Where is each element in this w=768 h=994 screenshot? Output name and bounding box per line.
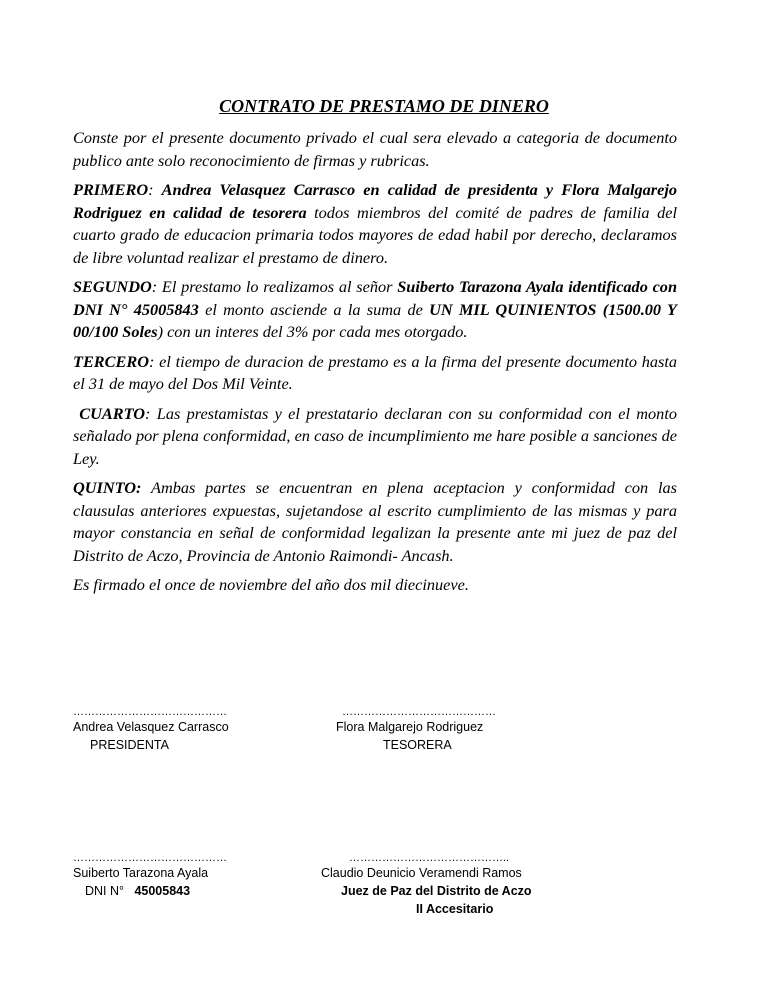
signer-role: PRESIDENTA	[90, 738, 169, 752]
clause-quinto	[73, 477, 677, 567]
contract-body	[73, 127, 677, 604]
clause-label: CUARTO	[79, 403, 146, 423]
clause-text: El prestamo lo realizamos al señor	[161, 277, 393, 296]
signature-line: ……………………………………	[73, 706, 227, 718]
clause-cuarto: CUARTO: Las prestamistas y el prestatario declaran con su conformidad con el monto señalado por plena conformidad, en caso de incumplimiento me hare posible a sanciones de Ley.	[73, 403, 677, 468]
document-title: CONTRATO DE PRESTAMO DE DINERO	[219, 96, 549, 116]
clause-bold-text: Suiberto Tarazona Ayala identificado con DNI N° 45005843	[73, 277, 678, 319]
clause-text: Las prestamistas y el prestatario declaran con su conformidad con el monto señalado por plena conformidad, en caso de incumplimiento me hare posible a sanciones de Ley.	[73, 403, 677, 468]
signer-role-secondary: II Accesitario	[416, 902, 494, 916]
dni-label: DNI N°	[85, 884, 125, 898]
clause-label: QUINTO:	[73, 478, 142, 497]
signer-role: Juez de Paz del Distrito de Aczo	[341, 884, 532, 898]
signature-block-suiberto	[73, 852, 227, 900]
signature-line: ……………………………………..	[349, 852, 510, 864]
clause-text: el monto asciende a la suma de	[205, 299, 423, 319]
clause-text: Ambas partes se encuentran en plena aceptacion y conformidad con las clausulas anteriores expuestas, sujetandose al escrito cumplimiento de las mismas y para mayor constancia en señal de conformidad legalizan la presente ante mi juez de paz del Distrito de Aczo, Provincia de Antonio Raimondi- Ancash.	[73, 478, 678, 565]
closing-line: Es firmado el once de noviembre del año dos mil diecinueve.	[73, 575, 469, 594]
clause-primero: PRIMERO: Andrea Velasquez Carrasco en calidad de presidenta y Flora Malgarejo Rodriguez en calidad de tesorera todos miembros del comité de padres de familia del cuarto grado de educacion primaria todos mayores de edad habil por derecho, declaramos de libre voluntad realizar el prestamo de dinero.	[73, 180, 678, 267]
clause-tercero: TERCERO: el tiempo de duracion de prestamo es a la firma del presente documento hasta el 31 de mayo del Dos Mil Veinte.	[73, 351, 677, 393]
signer-dni	[73, 882, 227, 900]
clause-label: TERCERO	[73, 351, 150, 371]
clause-bold-text: UN MIL QUINIENTOS (1500.00 Y 00/100 Soles	[73, 299, 677, 341]
clause-text: el tiempo de duracion de prestamo es a la firma del presente documento hasta el 31 de mayo del Dos Mil Veinte.	[73, 351, 677, 393]
clause-text: ) con un interes del 3% por cada mes otorgado.	[157, 322, 468, 341]
signature-block-claudio	[321, 852, 532, 918]
signature-block-andrea	[73, 706, 229, 754]
signer-name: Andrea Velasquez Carrasco	[73, 720, 229, 734]
signer-role: TESORERA	[383, 738, 452, 752]
signer-name: Claudio Deunicio Veramendi Ramos	[321, 866, 522, 880]
clause-label: PRIMERO	[73, 180, 149, 199]
signature-block-flora	[336, 706, 496, 754]
dni-value: 45005843	[134, 884, 191, 898]
clause-text: todos miembros del comité de padres de familia del cuarto grado de educacion primaria todos mayores de edad habil por derecho, declaramos de libre voluntad realizar el prestamo de dinero.	[73, 202, 677, 267]
signature-line: ……………………………………	[73, 852, 227, 864]
clause-bold-text: Andrea Velasquez Carrasco en calidad de presidenta y Flora Malgarejo Rodriguez en calidad de tesorera	[73, 180, 678, 222]
clause-label: SEGUNDO	[73, 277, 152, 296]
clause-segundo: SEGUNDO: El prestamo lo realizamos al señor Suiberto Tarazona Ayala identificado con DNI N° 45005843 el monto asciende a la suma de UN MIL QUINIENTOS (1500.00 Y 00/100 Soles) con un interes del 3% por cada mes otorgado.	[73, 277, 678, 341]
signer-name: Flora Malgarejo Rodriguez	[336, 720, 484, 734]
intro-paragraph: Conste por el presente documento privado el cual sera elevado a categoria de documento publico ante solo reconocimiento de firmas y rubricas.	[73, 128, 677, 170]
signature-line: ……………………………………	[342, 706, 496, 718]
signer-name: Suiberto Tarazona Ayala	[73, 866, 209, 880]
